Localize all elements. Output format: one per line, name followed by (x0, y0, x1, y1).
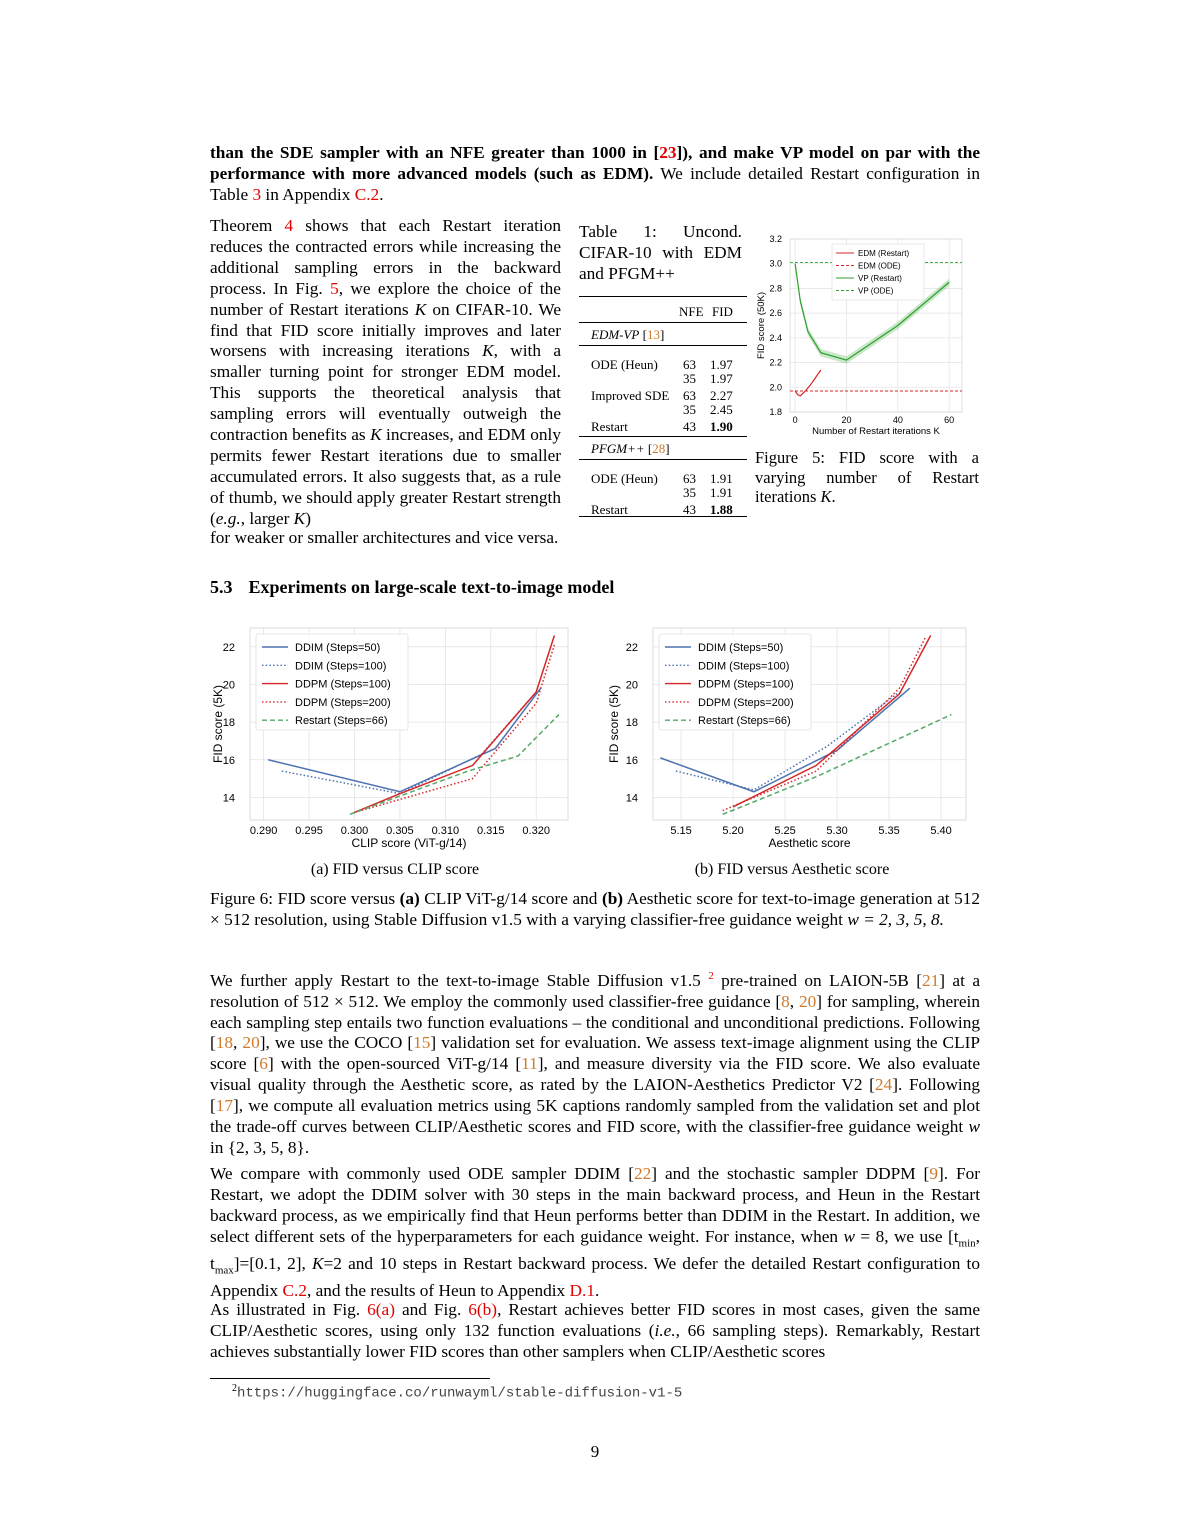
fig6-legend-label: DDIM (Steps=50) (295, 642, 381, 654)
text-run: ] for sampling, wherein each sampling step entails two function evaluations – the conditional and unconditional predictions. Following [ (210, 991, 980, 1053)
table1-nfe: 63 (683, 388, 696, 403)
fig6-xlabel: CLIP score (ViT-g/14) (351, 836, 467, 850)
fig6-xtick-label: 5.15 (670, 825, 692, 837)
table1-row-name: Restart (591, 419, 628, 434)
text-run: ], and measure diversity via the FID score. We also evaluate visual quality through the Aesthetic score, as rated by the LAION-Aesthetics Predictor V2 [ (210, 1054, 980, 1095)
text-run: , 66 sampling steps). Remarkably, Restart achieves substantially lower FID scores than other samplers when CLIP/Aesthetic scores (210, 1320, 981, 1361)
table-ref[interactable]: 3 (252, 184, 262, 204)
table1-nfe: 43 (683, 419, 696, 434)
fig6a-chart (210, 622, 580, 854)
text-run: . (594, 1281, 600, 1301)
fig6-ytick-label: 22 (625, 641, 638, 654)
fig6-legend-label: DDIM (Steps=100) (698, 660, 790, 673)
text-run: ], we compute all evaluation metrics using 5K captions randomly sampled from the validation set and plot the trade-off curves between CLIP/Aesthetic scores and FID score, with the classifier-free guidance weight (210, 1096, 980, 1137)
fig5-caption: Figure 5: FID score with a varying number of Restart iterations K. (755, 448, 979, 506)
fig5-chart (752, 230, 972, 442)
table1-caption: Table 1: Uncond. CIFAR-10 with EDM and PFGM++ (579, 222, 742, 283)
ref-23[interactable]: 23 (659, 143, 677, 162)
intro-bold2: ]), and make VP model on par with the performance with more advanced models (such as EDM). (210, 143, 980, 183)
fig6-xtick-label: 0.300 (340, 825, 369, 837)
fig6-ytick-label: 14 (625, 792, 638, 805)
intro-bold: than the SDE sampler with an NFE greater than 1000 in [ (210, 143, 660, 162)
text-run: ] with the open-sourced ViT-g/14 [ (267, 1054, 522, 1074)
fig6-ytick-label: 20 (625, 679, 638, 692)
fig5-legend-label: VP (ODE) (858, 286, 894, 296)
fig6-xtick-label: 0.320 (522, 825, 550, 837)
fig5-xtick-label: 40 (892, 415, 903, 425)
table1-fid: 1.97 (710, 357, 733, 372)
fig5-ytick-label: 2.8 (769, 283, 782, 294)
text-run: =2 and 10 steps in Restart backward process. We defer the detailed Restart configuration to Appendix (210, 1254, 980, 1301)
reference-link[interactable]: 21 (921, 970, 940, 990)
fig6-ylabel: FID score (5K) (607, 684, 621, 764)
page-number: 9 (590, 1442, 600, 1461)
body-paragraph-2 (210, 1164, 980, 1302)
reference-link[interactable]: 6(b) (468, 1300, 498, 1319)
table1-fid: 1.91 (710, 471, 733, 486)
fig5-series-line (795, 370, 821, 396)
fig6-xlabel: Aesthetic score (768, 836, 851, 850)
text-run: ]. For Restart, we adopt the DDIM solver with 30 steps in the main backward process, and Heun in the Restart backward process, as we empirically find that Heun performs better than DDIM in the Restart. In addition, we select different sets of the hyperparameters for each guidance weight. For instance, when (210, 1164, 980, 1246)
fig6-xtick-label: 0.315 (477, 825, 505, 837)
fig6-ylabel: FID score (5K) (211, 684, 225, 764)
table1-nfe: 43 (683, 502, 696, 517)
table1-nfe: 63 (683, 357, 696, 372)
theorem-ref[interactable]: 4 (284, 216, 294, 235)
fig5-ref[interactable]: 5 (330, 278, 339, 298)
fig6-caption: Figure 6: FID score versus (a) CLIP ViT-g/14 score and (b) Aesthetic score for text-to-image generation at 512 × 512 resolution, using Stable Diffusion v1.5 with a varying classifier-free guidance weight w = 2, 3, 5, 8. (210, 889, 980, 929)
table1-fid: 1.91 (710, 485, 733, 500)
reference-link[interactable]: 2 (708, 970, 714, 982)
reference-link[interactable]: 9 (929, 1164, 938, 1183)
text-run: We further apply Restart to the text-to-image Stable Diffusion v1.5 (210, 970, 709, 990)
fig6-ytick-label: 18 (222, 717, 235, 730)
table1-nfe: 35 (683, 402, 696, 417)
fig6-ytick-label: 14 (222, 792, 235, 805)
text-run: ] validation set for evaluation. We assess text-image alignment using the CLIP score [ (210, 1033, 980, 1074)
text-run: in {2, 3, 5, 8}. (210, 1138, 310, 1158)
table1-row-name: ODE (Heun) (591, 357, 658, 372)
intro-paragraph: than the SDE sampler with an NFE greater than 1000 in [23]), and make VP model on par with the performance with more advanced models (such as EDM). We include detailed Restart configuration in Table 3 in Appendix C.2. (210, 143, 981, 204)
fig6b-chart (606, 622, 978, 854)
table1-row-name: ODE (Heun) (591, 471, 658, 486)
table1-nfe: 63 (683, 471, 696, 486)
fig6-xtick-label: 0.305 (386, 825, 414, 837)
text-run: , t (210, 1226, 980, 1274)
fig6-ytick-label: 16 (222, 754, 235, 767)
intro-normal: We include detailed Restart configuration in Table (210, 163, 981, 204)
footnote-rule (210, 1378, 490, 1379)
fig5-ytick-label: 2.4 (769, 332, 782, 343)
text-run: max (214, 1264, 234, 1277)
appendix-ref[interactable]: C.2 (354, 184, 380, 204)
fig6-legend-label: Restart (Steps=66) (295, 715, 388, 728)
reference-link[interactable]: 20 (798, 991, 817, 1011)
reference-link[interactable]: 22 (634, 1164, 652, 1183)
text-run: We compare with commonly used ODE sampler DDIM [ (210, 1164, 635, 1183)
table1-fid: 2.45 (710, 402, 733, 417)
fig6-ytick-label: 18 (625, 717, 638, 730)
reference-link[interactable]: 11 (521, 1054, 538, 1074)
fig5-ytick-label: 1.8 (769, 407, 782, 417)
fig6-xtick-label: 5.30 (826, 825, 848, 837)
fig6-legend-label: DDPM (Steps=100) (698, 678, 794, 691)
reference-link[interactable]: 17 (215, 1096, 234, 1116)
fig5-ylabel: FID score (50K) (756, 291, 767, 360)
reference-link[interactable]: 24 (874, 1075, 893, 1095)
reference-link[interactable]: 8 (781, 991, 790, 1011)
text-run: min (958, 1237, 976, 1250)
table1-fid: 1.90 (710, 419, 733, 434)
fig6-xtick-label: 0.290 (249, 825, 278, 837)
table1-nfe: 35 (683, 485, 696, 500)
text-run: ] at a resolution of 512 × 512. We employ the commonly used classifier-free guidance [ (210, 970, 980, 1011)
text-run: w (968, 1117, 980, 1137)
table1-row-name: Improved SDE (591, 388, 670, 403)
text-run: , (789, 991, 799, 1011)
section-heading: 5.3 Experiments on large-scale text-to-image model (210, 577, 615, 597)
text-run: , and the results of Heun to Appendix (306, 1281, 570, 1301)
table1-fid: 2.27 (710, 388, 733, 403)
text-run: ]. Following [ (210, 1075, 981, 1116)
text-run: pre-trained on LAION-5B [ (713, 970, 922, 990)
fig5-ytick-label: 2.6 (769, 308, 782, 319)
fig5-legend-label: EDM (ODE) (858, 261, 901, 271)
text-run: ], we use the COCO [ (259, 1033, 414, 1053)
fig6-xtick-label: 5.40 (930, 825, 952, 837)
reference-link[interactable]: D.1 (569, 1281, 595, 1301)
fig6a-subcaption: (a) FID versus CLIP score (310, 861, 480, 878)
fig5-ytick-label: 2.0 (769, 382, 782, 393)
restart-iterations-paragraph-last: for weaker or smaller architectures and vice versa. (210, 528, 559, 547)
reference-link[interactable]: 6(a) (367, 1300, 395, 1319)
table1: NFE FID EDM-VP [13] ODE (Heun) 63 1.97 35 1.97 Improved SDE 63 2.27 35 2.45 Restart 43 1.90 PFGM++ [28] ODE (Heun) 63 1.91 35 1.91 Restart 43 1.88 (579, 296, 747, 517)
reference-link[interactable]: 15 (413, 1033, 431, 1053)
fig6-legend-label: DDIM (Steps=100) (295, 660, 387, 673)
fig6-ytick-label: 20 (222, 679, 235, 692)
reference-link[interactable]: C.2 (282, 1281, 307, 1301)
fig6-xtick-label: 5.25 (774, 825, 796, 837)
footnote: $^2$https://huggingface.co/runwayml/stable-diffusion-v1-5 (232, 1383, 683, 1402)
text-run: , (233, 1033, 243, 1053)
reference-link[interactable]: 18 (215, 1033, 234, 1053)
fig5-legend-label: VP (Restart) (858, 274, 902, 283)
fig6-legend-label: DDIM (Steps=50) (698, 642, 784, 654)
fig6-legend-label: DDPM (Steps=100) (295, 678, 391, 691)
body-paragraph-3 (210, 1300, 980, 1363)
body-paragraph-1 (210, 966, 980, 1159)
table1-fid: 1.88 (710, 502, 733, 517)
fig6-xtick-label: 0.295 (295, 825, 323, 837)
text-run: , Restart achieves better FID scores in most cases, given the same CLIP/Aesthetic scores, using only 132 function evaluations ( (210, 1300, 980, 1340)
fig6-legend-label: Restart (Steps=66) (698, 715, 791, 728)
footnote-url[interactable]: https://huggingface.co/runwayml/stable-diffusion-v1-5 (237, 1385, 683, 1402)
text-run: As illustrated in Fig. (210, 1300, 368, 1319)
fig6b-subcaption: (b) FID versus Aesthetic score (694, 861, 890, 878)
text-run: = 8, we use [t (854, 1226, 959, 1246)
text-run: w (843, 1226, 855, 1246)
table1-row-name: Restart (591, 502, 628, 517)
fig5-ytick-label: 3.0 (769, 258, 782, 269)
fig6-xtick-label: 0.310 (431, 825, 460, 837)
text-run: ]=[0.1, 2], (233, 1254, 313, 1274)
table1-fid: 1.97 (710, 371, 733, 386)
fig6-ytick-label: 22 (222, 641, 235, 654)
text-run: i.e. (654, 1320, 676, 1340)
fig6-legend-label: DDPM (Steps=200) (698, 696, 794, 709)
text-run: and Fig. (394, 1300, 469, 1319)
fig5-ytick-label: 3.2 (769, 234, 782, 244)
fig6-legend-label: DDPM (Steps=200) (295, 696, 391, 709)
table1-nfe: 35 (683, 371, 696, 386)
reference-link[interactable]: 6 (259, 1054, 268, 1074)
fig6-xtick-label: 5.35 (878, 825, 900, 837)
text-run: K (312, 1254, 324, 1274)
fig5-xtick-label: 20 (841, 415, 852, 425)
fig5-xtick-label: 60 (944, 415, 955, 425)
fig5-xtick-label: 0 (792, 415, 798, 425)
fig5-ytick-label: 2.2 (769, 357, 782, 368)
fig5-legend-label: EDM (Restart) (858, 249, 910, 258)
table1-edm-rows (579, 346, 747, 436)
text-run: ] and the stochastic sampler DDPM [ (651, 1164, 930, 1183)
fig6-xtick-label: 5.20 (722, 825, 744, 837)
reference-link[interactable]: 20 (242, 1033, 260, 1053)
fig5-xlabel: Number of Restart iterations K (812, 426, 940, 437)
restart-iterations-paragraph: Theorem 4 shows that each Restart iteration reduces the contracted errors while increasing the additional sampling errors in the backward process. In Fig. 5, we explore the choice of the number of Restart iterations K on CIFAR-10. We find that FID score initially improves and later worsens with increasing iterations K, with a smaller turning point for stronger EDM model. This supports the theoretical analysis that sampling errors will eventually outweigh the contraction benefits as K increases, and EDM only permits fewer Restart iterations due to smaller accumulated errors. It also suggests that, as a rule of thumb, we should apply greater Restart strength (e.g., larger K) (210, 216, 561, 528)
table1-pfgm-rows (579, 460, 747, 516)
fig6-ytick-label: 16 (625, 754, 638, 767)
